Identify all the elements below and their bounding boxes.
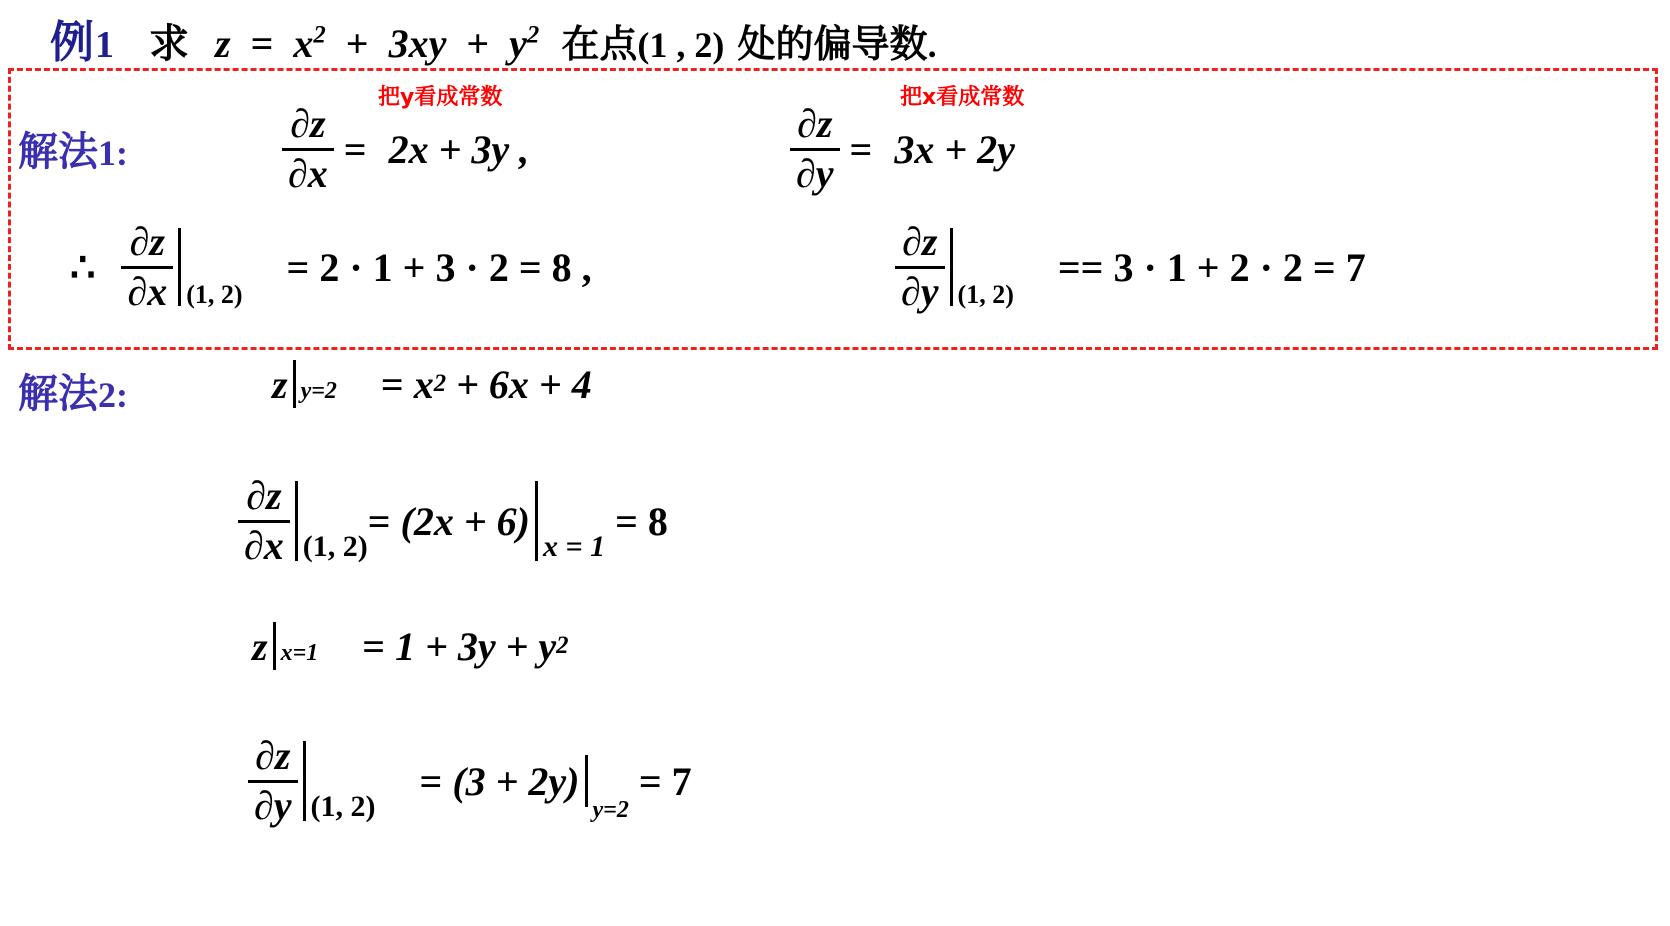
line4-equals: = [419,758,443,804]
evaluation-bar [303,741,306,821]
eq-plus1: + [345,21,369,66]
line4-denominator: ∂y [254,782,292,828]
line2-equals: = [367,498,391,544]
eq-rhs3: y [509,21,527,66]
method1-label-text: 解法 [18,129,98,175]
title-point: (1 , 2) [637,25,725,65]
line1-rhs-rest: + 6x + 4 [456,361,592,407]
example-label [50,6,115,70]
line2-equals2: = [615,498,638,544]
eval-x-denominator: ∂x [127,268,168,314]
eval-y-computation: 3 · 1 + 2 · 2 = 7 [1113,244,1366,290]
eval-y-point: (1, 2) [957,279,1014,309]
method2-line2 [238,473,668,568]
eval-y-fraction [895,219,945,314]
evaluation-bar [178,228,181,306]
method1-eval-y [895,219,1366,314]
partial-y-fraction [790,101,840,196]
example-number: 1 [95,24,115,66]
line4-condition: y=2 [592,796,629,823]
note-treat-y-constant: 把y看成常数 [378,85,503,110]
line1-condition: y=2 [300,378,337,404]
eq-equals: = [250,21,274,66]
method2-line4 [248,733,692,828]
line2-fraction [238,473,290,568]
line1-rhs-exp: 2 [433,370,447,397]
partial-x-equals: = [343,126,367,172]
method1-eval-x [70,219,592,314]
evaluation-bar [273,622,276,670]
title-tail [561,13,936,68]
title-tail-text2: 处的偏导数 [737,22,928,66]
eval-x-computation: 2 · 1 + 3 · 2 = 8 , [319,244,592,290]
title-period: . [927,25,937,65]
line4-equals2: = [638,758,662,804]
partial-x-denominator: ∂x [288,150,328,196]
note-treat-x-constant: 把x看成常数 [900,85,1025,110]
line1-rhs-base: x [413,361,434,407]
partial-y-denominator: ∂y [796,150,834,196]
line2-result: 8 [647,498,668,544]
method2-label [18,362,128,419]
evaluation-bar [535,481,538,561]
partial-y-equals: = [849,126,873,172]
partial-y-numerator: ∂z [797,101,833,146]
line4-numerator: ∂z [255,733,291,778]
line4-fraction [248,733,298,828]
title-tail-text1: 在点 [561,22,638,66]
eval-x-numerator: ∂z [129,219,165,264]
eq-rhs2: 3xy [388,21,447,66]
evaluation-bar [585,755,588,807]
eval-y-denominator: ∂y [901,268,939,314]
eq-rhs3-exp: 2 [526,21,540,49]
evaluation-bar [950,228,953,306]
line2-denominator: ∂x [244,522,284,568]
evaluation-bar [295,481,298,561]
line4-result: 7 [671,758,692,804]
eval-x-fraction [121,219,173,314]
eval-x-equals: = [286,244,310,290]
partial-x-fraction [282,101,334,196]
example-label-text: 例 [50,17,95,68]
method2-line1 [272,360,592,408]
eq-rhs1: x [293,21,314,66]
line4-point: (1, 2) [310,789,376,823]
line1-z: z [272,361,288,407]
line1-equals: = [380,361,404,407]
partial-y-result: 3x + 2y [894,126,1015,172]
method1-label [18,120,128,177]
line3-equals: = [362,623,386,669]
line2-numerator: ∂z [246,473,282,518]
method1-label-number: 1: [98,133,128,173]
evaluation-bar [293,360,296,408]
title-verb: 求 [149,21,189,67]
method1-partial-x [282,101,530,196]
method2-label-number: 2: [98,375,128,415]
eq-plus2: + [466,21,490,66]
eq-rhs1-exp: 2 [313,21,326,49]
therefore-symbol: ∴ [70,244,96,290]
line2-expression: (2x + 6) [400,498,530,544]
partial-x-numerator: ∂z [290,101,326,146]
title-equation [215,20,539,67]
line4-expression: (3 + 2y) [452,758,580,804]
eval-y-numerator: ∂z [902,219,938,264]
eval-x-point: (1, 2) [186,279,243,309]
method2-line3 [252,622,569,670]
title-row [50,6,937,70]
method2-label-text: 解法 [18,371,98,417]
line3-condition: x=1 [280,640,319,666]
partial-x-result: 2x + 3y , [388,126,530,172]
line3-z: z [252,623,268,669]
eval-y-equals: == [1057,244,1104,290]
line3-rhs-exp: 2 [556,632,569,659]
line3-rhs: 1 + 3y + y [395,623,557,669]
eq-lhs: z [215,21,231,66]
line2-point: (1, 2) [302,529,368,563]
method1-partial-y [790,101,1015,196]
line2-condition: x = 1 [542,529,606,563]
